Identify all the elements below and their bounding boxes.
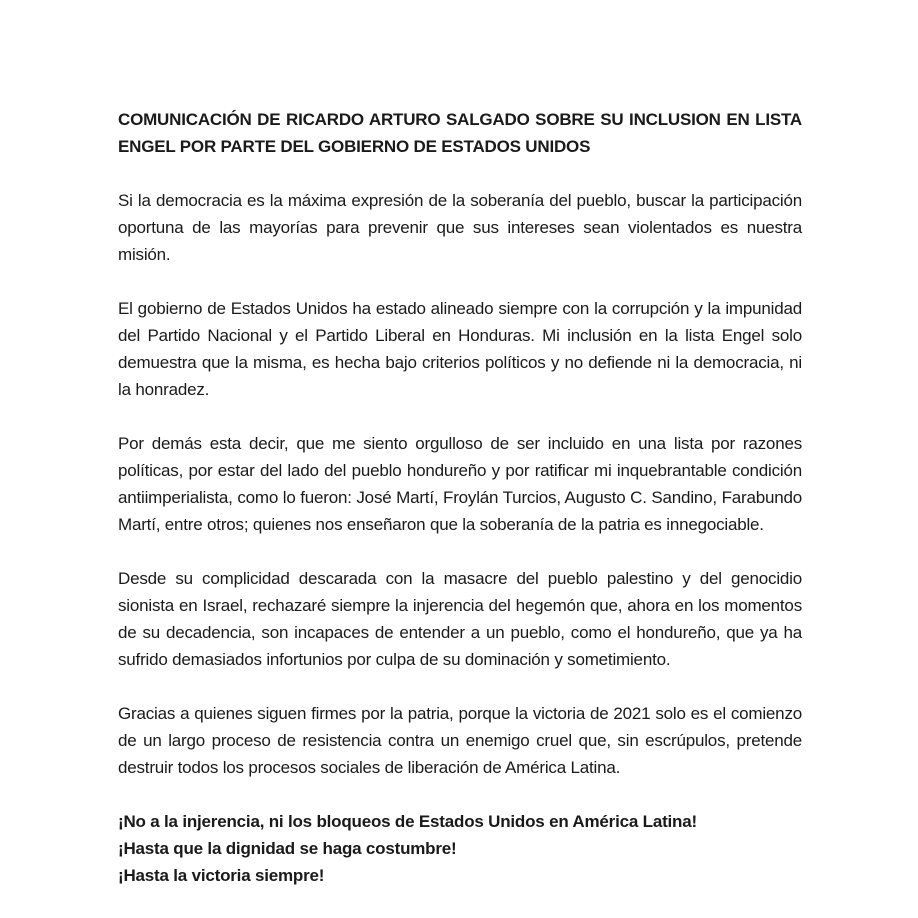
- slogan-dignidad: ¡Hasta que la dignidad se haga costumbre!: [118, 839, 457, 858]
- closing-slogans: [118, 808, 802, 889]
- slogan-no-injerencia: ¡No a la injerencia, ni los bloqueos de Estados Unidos en América Latina!: [118, 812, 697, 831]
- document-content: [118, 106, 802, 889]
- paragraph-complicity: Desde su complicidad descarada con la masacre del pueblo palestino y del genocidio sionista en Israel, rechazaré siempre la injerencia del hegemón que, ahora en los momentos de su decadencia, son incapaces de entender a un pueblo, como el hondureño, que ya ha sufrido demasiados infortunios por culpa de su dominación y sometimiento.: [118, 569, 802, 669]
- document-title: COMUNICACIÓN DE RICARDO ARTURO SALGADO SOBRE SU INCLUSION EN LISTA ENGEL POR PARTE DEL GOBIERNO DE ESTADOS UNIDOS: [118, 110, 802, 156]
- slogan-victoria: ¡Hasta la victoria siempre!: [118, 866, 325, 885]
- paragraph-pride-list: Por demás esta decir, que me siento orgulloso de ser incluido en una lista por razones políticas, por estar del lado del pueblo hondureño y por ratificar mi inquebrantable condición antiimperialista, como lo fueron: José Martí, Froylán Turcios, Augusto C. Sandino, Farabundo Martí, entre otros; quienes nos enseñaron que la soberanía de la patria es innegociable.: [118, 434, 802, 534]
- paragraph-democracy: Si la democracia es la máxima expresión de la soberanía del pueblo, buscar la participación oportuna de las mayorías para prevenir que sus intereses sean violentados es nuestra misión.: [118, 191, 802, 264]
- paragraph-gratitude: Gracias a quienes siguen firmes por la patria, porque la victoria de 2021 solo es el comienzo de un largo proceso de resistencia contra un enemigo cruel que, sin escrúpulos, pretende destruir todos los procesos sociales de liberación de América Latina.: [118, 704, 802, 777]
- paragraph-us-government: El gobierno de Estados Unidos ha estado alineado siempre con la corrupción y la impunidad del Partido Nacional y el Partido Liberal en Honduras. Mi inclusión en la lista Engel solo demuestra que la misma, es hecha bajo criterios políticos y no defiende ni la democracia, ni la honradez.: [118, 299, 802, 399]
